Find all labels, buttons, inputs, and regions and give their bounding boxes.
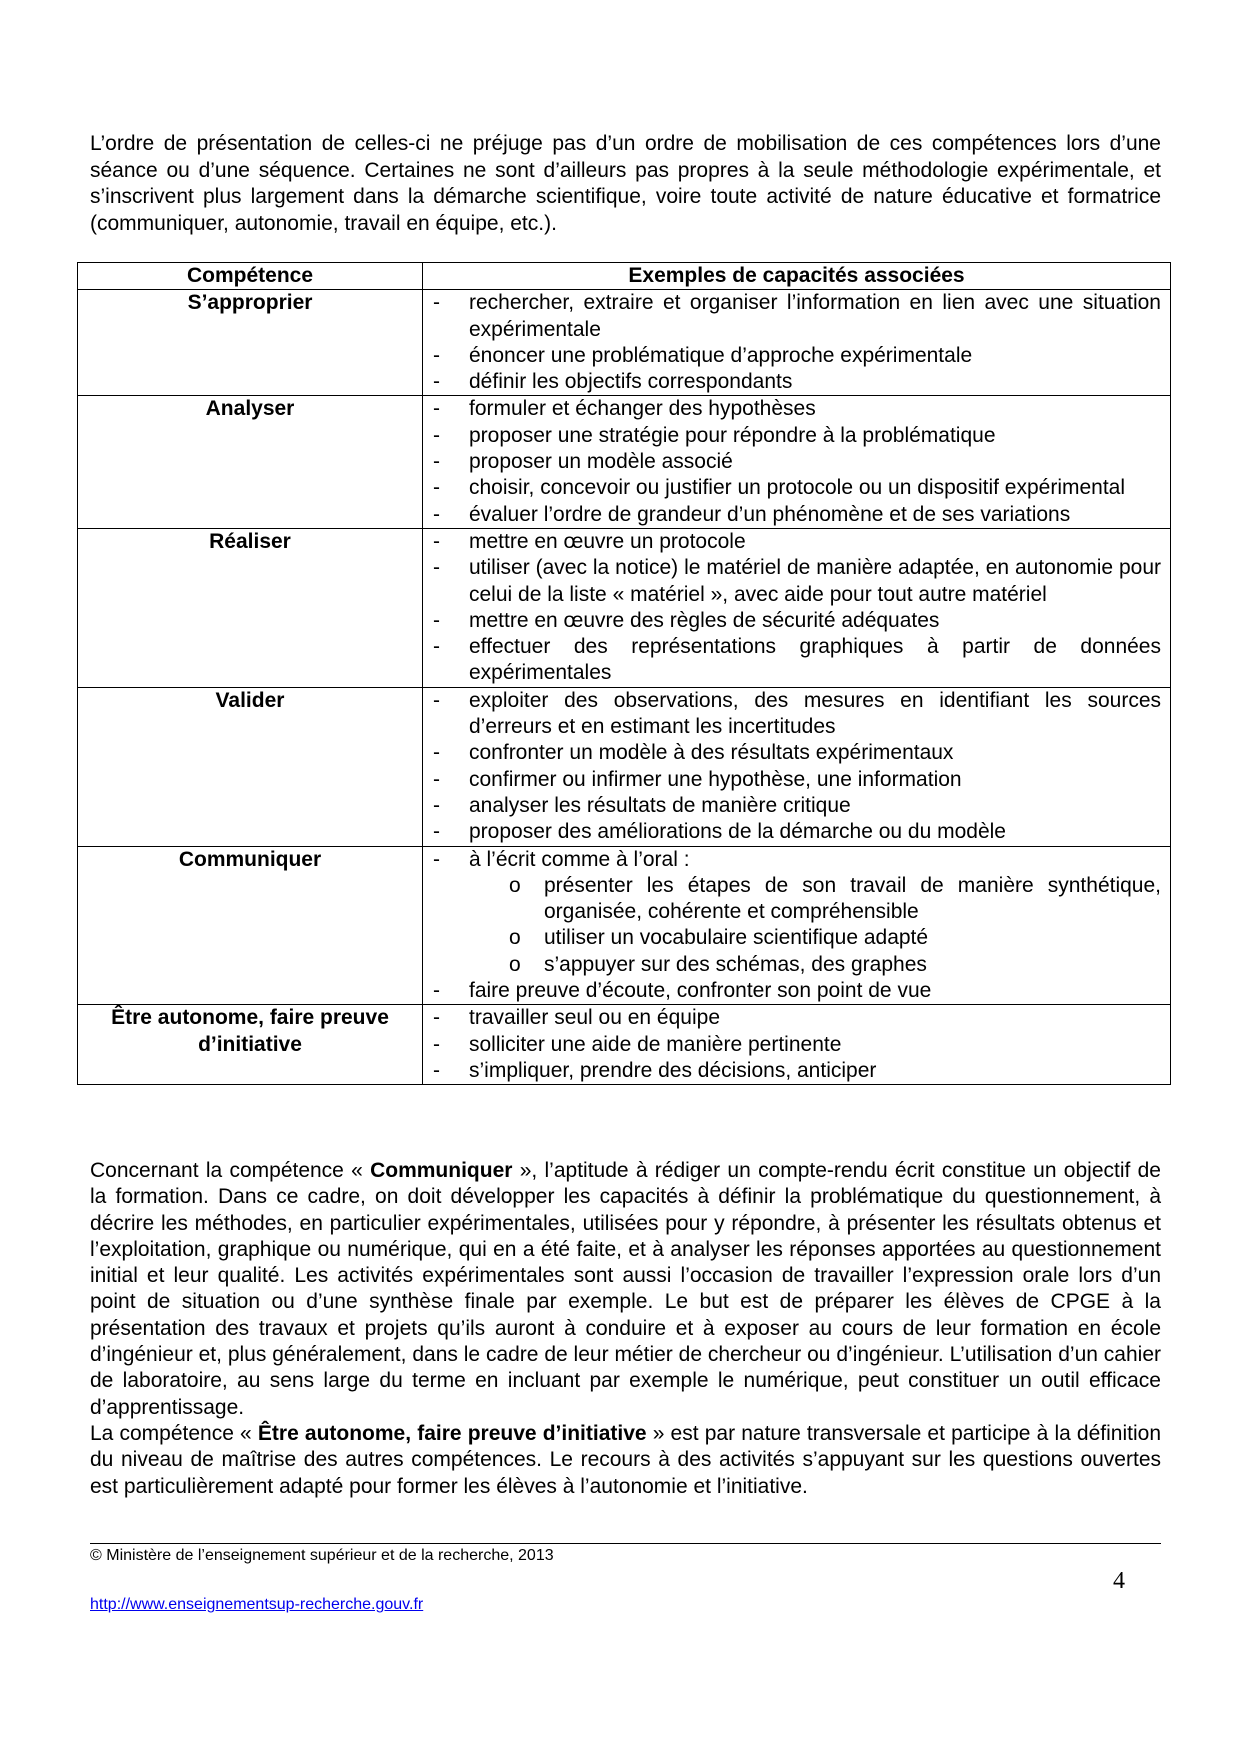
communiquer-paragraph [90,1158,1161,1421]
list-item: - choisir, concevoir ou justifier un protocole ou un dispositif expérimental [423,475,1161,501]
list-item: - proposer des améliorations de la démarche ou du modèle [423,819,1161,845]
competence-name: Communiquer [78,846,423,1005]
competences-table [77,262,1171,1085]
list-item: - faire preuve d’écoute, confronter son point de vue [423,978,1161,1004]
list-item: - proposer un modèle associé [423,449,1161,475]
table-header-row [78,263,1171,290]
competence-name: Valider [78,687,423,846]
list-item: - formuler et échanger des hypothèses [423,396,1161,422]
text-bold: Communiquer [370,1159,513,1182]
copyright-notice: © Ministère de l’enseignement supérieur et de la recherche, 2013 [90,1547,554,1564]
capacites-list [423,847,1170,1005]
capacites-list [423,1005,1170,1084]
text-bold: Être autonome, faire preuve d’initiative [257,1421,647,1445]
list-item: - à l’écrit comme à l’oral : [423,847,1161,873]
list-item: - exploiter des observations, des mesures en identifiant les sources d’erreurs et en estimant les incertitudes [423,688,1161,741]
list-item: - analyser les résultats de manière critique [423,793,1161,819]
capacites-cell [423,396,1171,528]
list-item: - énoncer une problématique d’approche expérimentale [423,343,1161,369]
list-item: - utiliser (avec la notice) le matériel de manière adaptée, en autonomie pour celui de la liste « matériel », avec aide pour tout autre matériel [423,555,1161,608]
intro-paragraph: L’ordre de présentation de celles-ci ne préjuge pas d’un ordre de mobilisation de ces compétences lors d’une séance ou d’une séquence. Certaines ne sont d’ailleurs pas propres à la seule méthodologie expérimentale, et s’inscrivent plus largement dans la démarche scientifique, voire toute activité de nature éducative et formatrice (communiquer, autonomie, travail en équipe, etc.). [90,132,1161,235]
capacites-cell [423,846,1171,1005]
header-capacites: Exemples de capacités associées [423,263,1171,290]
table-row [78,846,1171,1005]
capacites-list [423,290,1170,395]
page-number: 4 [1113,1568,1125,1594]
list-item: - effectuer des représentations graphiques à partir de données expérimentales [423,634,1161,687]
text-lead: La compétence « [90,1421,258,1445]
sub-list-item: o utiliser un vocabulaire scientifique adapté [423,925,1161,951]
footer-divider [90,1543,1161,1544]
capacites-cell [423,290,1171,396]
text-rest: », l’aptitude à rédiger un compte-rendu écrit constitue un objectif de la formation. Dans ce cadre, on doit développer les capacités à définir la problématique du questionnement, à décrire les méthodes, en particulier expérimentales, utilisées pour y répondre, à présenter les résultats obtenus et l’exploitation, graphique ou numérique, qui en a été faite, et à analyser les réponses apportées au questionnement initial et leur qualité. Les activités expérimentales sont aussi l’occasion de travailler l’expression orale lors d’un point de situation ou d’une synthèse finale par exemple. Le but est de préparer les élèves de CPGE à la présentation des travaux et projets qu’ils auront à conduire et à exposer au cours de leur formation en école d’ingénieur et, plus généralement, dans le cadre de leur métier de chercheur ou d’ingénieur. L’utilisation d’un cahier de laboratoire, au sens large du terme en incluant par exemple le numérique, peut constituer un outil efficace d’apprentissage. [90,1159,1161,1419]
ministry-link[interactable]: http://www.enseignementsup-recherche.gouv.fr [90,1596,424,1613]
list-item: - proposer une stratégie pour répondre à la problématique [423,423,1161,449]
list-item: - rechercher, extraire et organiser l’information en lien avec une situation expérimentale [423,290,1161,343]
text-rest: » est par nature transversale et participe à la définition du niveau de maîtrise des autres compétences. Le recours à des activités s’appuyant sur les questions ouvertes est particulièrement adapté pour former les élèves à l’autonomie et l’initiative. [90,1421,1161,1498]
capacites-cell [423,1005,1171,1085]
list-item: - solliciter une aide de manière pertinente [423,1032,1161,1058]
table-row [78,528,1171,687]
table-row [78,687,1171,846]
sub-list-item: o présenter les étapes de son travail de manière synthétique, organisée, cohérente et compréhensible [423,873,1161,926]
sub-list-item: o s’appuyer sur des schémas, des graphes [423,952,1161,978]
list-item: - évaluer l’ordre de grandeur d’un phénomène et de ses variations [423,502,1161,528]
table-row [78,290,1171,396]
list-item: - s’impliquer, prendre des décisions, anticiper [423,1058,1161,1084]
list-item: - travailler seul ou en équipe [423,1005,1161,1031]
table-row [78,1005,1171,1085]
competence-name: Être autonome, faire preuve d’initiative [78,1005,423,1085]
list-item: - confirmer ou infirmer une hypothèse, une information [423,767,1161,793]
text-lead: Concernant la compétence « [90,1159,371,1182]
capacites-cell [423,528,1171,687]
capacites-list [423,396,1170,527]
conclusion-section [90,1158,1161,1500]
list-item: - définir les objectifs correspondants [423,369,1161,395]
header-competence: Compétence [78,263,423,290]
competence-name: Réaliser [78,528,423,687]
capacites-list [423,688,1170,846]
list-item: - mettre en œuvre des règles de sécurité adéquates [423,608,1161,634]
list-item: - mettre en œuvre un protocole [423,529,1161,555]
competence-name: S’approprier [78,290,423,396]
list-item: - confronter un modèle à des résultats expérimentaux [423,740,1161,766]
capacites-cell [423,687,1171,846]
capacites-list [423,529,1170,687]
table-row [78,396,1171,528]
competence-name: Analyser [78,396,423,528]
autonomie-paragraph [90,1421,1161,1500]
